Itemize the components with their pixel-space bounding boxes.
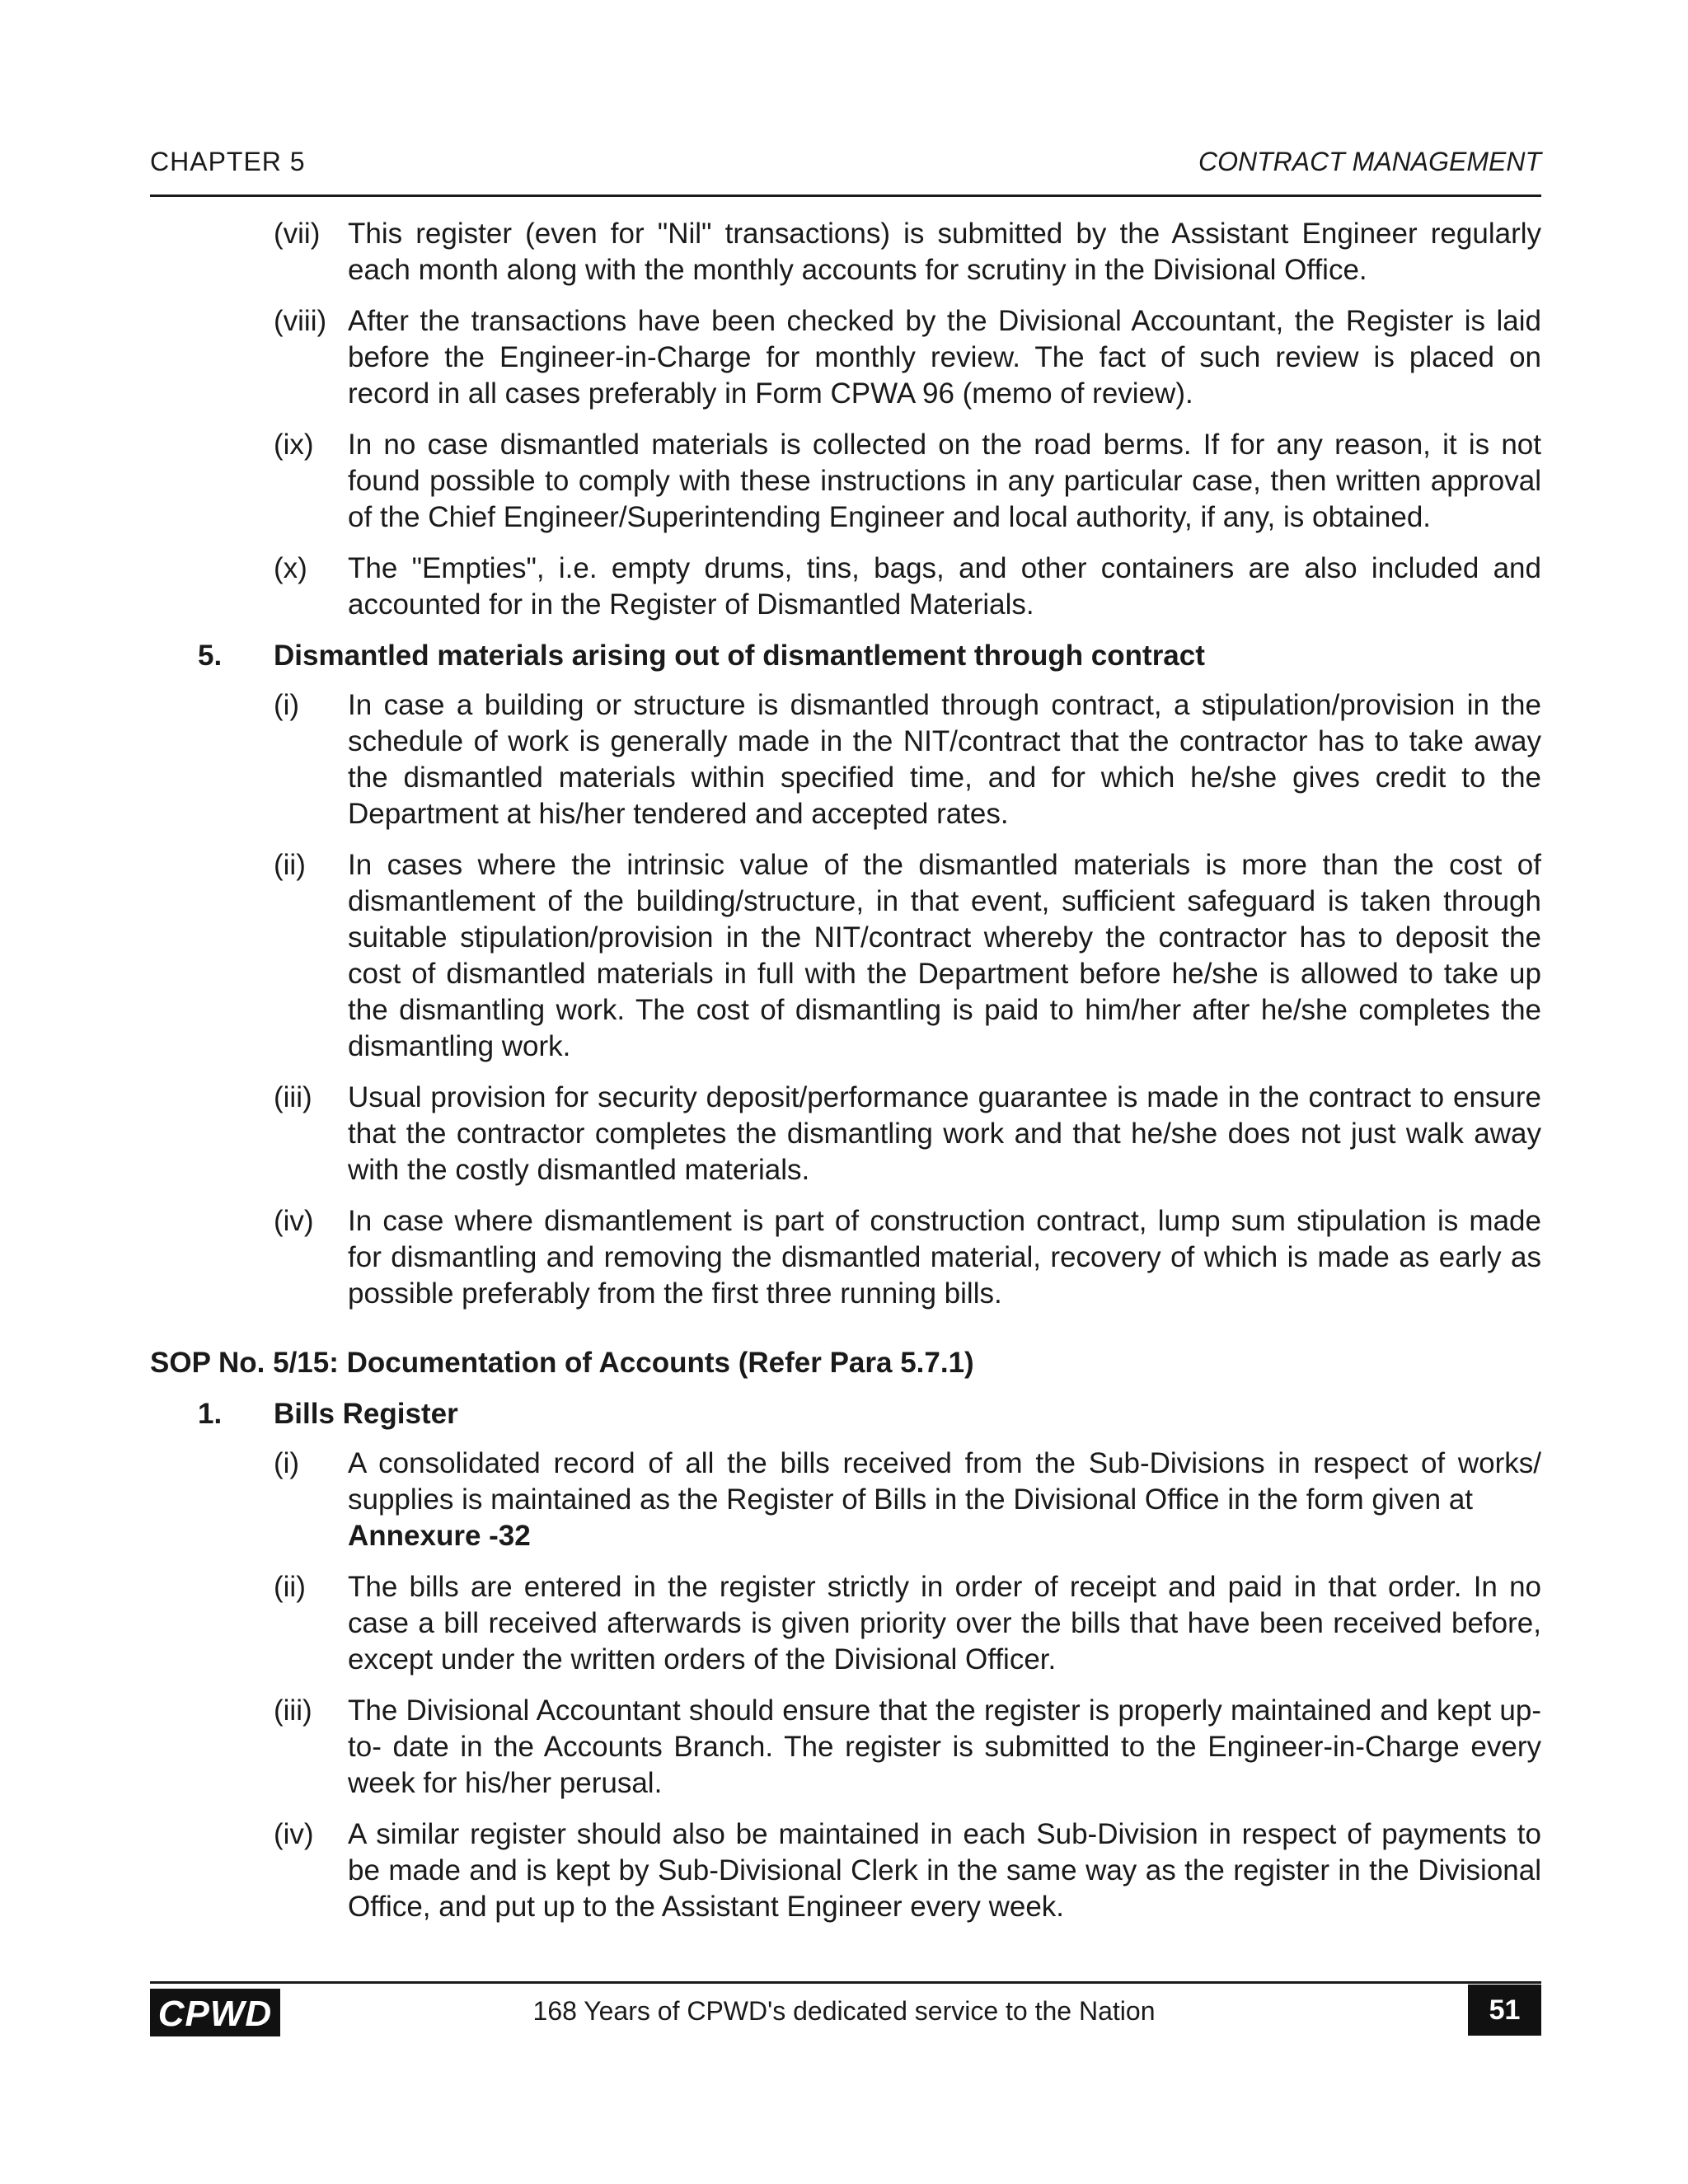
- item-number: (i): [274, 689, 300, 721]
- section-number: 5.: [198, 640, 223, 672]
- footer-divider: [150, 1981, 1541, 1984]
- list-item: [150, 1569, 1541, 1678]
- item-number: (i): [274, 1447, 300, 1479]
- page-header: [150, 147, 1541, 181]
- section-title: CONTRACT MANAGEMENT: [1198, 147, 1541, 176]
- item-number: (iv): [274, 1818, 314, 1850]
- item-number: (ix): [274, 429, 314, 461]
- item-text: After the transactions have been checked by the Divisional Accountant, the Register is laid before the Engineer-in-Charge for monthly review. The fact of such review is placed on record in all cases preferably in Form CPWA 96 (memo of review).: [348, 305, 1541, 410]
- section-heading: [150, 638, 1541, 674]
- list-item: [150, 1080, 1541, 1188]
- item-number: (viii): [274, 305, 327, 337]
- sop-heading: SOP No. 5/15: Documentation of Accounts (Refer Para 5.7.1): [150, 1347, 974, 1379]
- page-number: 51: [1468, 1985, 1541, 2036]
- item-number: (x): [274, 552, 307, 584]
- item-text: In case where dismantlement is part of construction contract, lump sum stipulation is made for dismantling and removing the dismantled material, recovery of which is made as early as possible preferably from the first three running bills.: [348, 1205, 1541, 1310]
- item-number: (iii): [274, 1081, 312, 1113]
- item-text: In case a building or structure is dismantled through contract, a stipulation/provision in the schedule of work is generally made in the NIT/contract that the contractor has to take away the dismantled materials within specified time, and for which he/she gives credit to the Department at his/her tendered and accepted rates.: [348, 689, 1541, 830]
- list-item: [150, 1446, 1541, 1554]
- item-text: The Divisional Accountant should ensure that the register is properly maintained and kept up-to- date in the Accounts Branch. The register is submitted to the Engineer-in-Charge every week for his/her perusal.: [348, 1694, 1541, 1799]
- list-item: [150, 687, 1541, 832]
- list-item: [150, 847, 1541, 1065]
- section-title-text: Bills Register: [274, 1398, 458, 1430]
- item-text: Usual provision for security deposit/performance guarantee is made in the contract to ensure that the contractor completes the dismantling work and that he/she does not just walk away with the costly dismantled materials.: [348, 1081, 1541, 1186]
- item-text: This register (even for "Nil" transactions) is submitted by the Assistant Engineer regularly each month along with the monthly accounts for scrutiny in the Divisional Office.: [348, 218, 1541, 286]
- item-number: (ii): [274, 1571, 306, 1603]
- item-number: (vii): [274, 218, 321, 250]
- list-item: [150, 303, 1541, 412]
- list-item: [150, 216, 1541, 288]
- item-text: In no case dismantled materials is collected on the road berms. If for any reason, it is not found possible to comply with these instructions in any particular case, then written approval of the Chief Engineer/Superintending Engineer and local authority, if any, is obtained.: [348, 429, 1541, 533]
- page-body: [150, 216, 1541, 1940]
- item-number: (ii): [274, 849, 306, 881]
- list-item: [150, 427, 1541, 536]
- annexure-reference: Annexure -32: [348, 1520, 531, 1552]
- item-text: A similar register should also be maintained in each Sub-Division in respect of payments to be made and is kept by Sub-Divisional Clerk in the same way as the register in the Divisional Office, and put up to the Assistant Engineer every week.: [348, 1818, 1541, 1923]
- footer-tagline: 168 Years of CPWD's dedicated service to the Nation: [532, 1996, 1156, 2026]
- item-text-body: A consolidated record of all the bills received from the Sub-Divisions in respect of works/ supplies is maintained as the Register of Bills in the Divisional Office in the form given at: [348, 1447, 1541, 1516]
- item-text: In cases where the intrinsic value of the dismantled materials is more than the cost of dismantlement of the building/structure, in that event, sufficient safeguard is taken through suitable stipulation/provision in the NIT/contract whereby the contractor has to deposit the cost of dismantled materials in full with the Department before he/she is allowed to take up the dismantling work. The cost of dismantling is paid to him/her after he/she completes the dismantling work.: [348, 849, 1541, 1062]
- section-heading: [150, 1396, 1541, 1432]
- item-number: (iii): [274, 1694, 312, 1727]
- logo-text: CPWD: [157, 1994, 273, 2034]
- item-text: [348, 1447, 1541, 1552]
- list-item: [150, 1693, 1541, 1802]
- section-title-text: Dismantled materials arising out of dismantlement through contract: [274, 640, 1205, 672]
- item-number: (iv): [274, 1205, 314, 1237]
- list-item: [150, 1203, 1541, 1312]
- header-divider: [150, 194, 1541, 197]
- list-item: [150, 551, 1541, 623]
- list-item: [150, 1816, 1541, 1925]
- chapter-label: CHAPTER 5: [150, 147, 306, 176]
- item-text: The bills are entered in the register strictly in order of receipt and paid in that order. In no case a bill received afterwards is given priority over the bills that have been received before, except under the written orders of the Divisional Officer.: [348, 1571, 1541, 1675]
- section-number: 1.: [198, 1398, 223, 1430]
- item-text: The "Empties", i.e. empty drums, tins, bags, and other containers are also included and accounted for in the Register of Dismantled Materials.: [348, 552, 1541, 621]
